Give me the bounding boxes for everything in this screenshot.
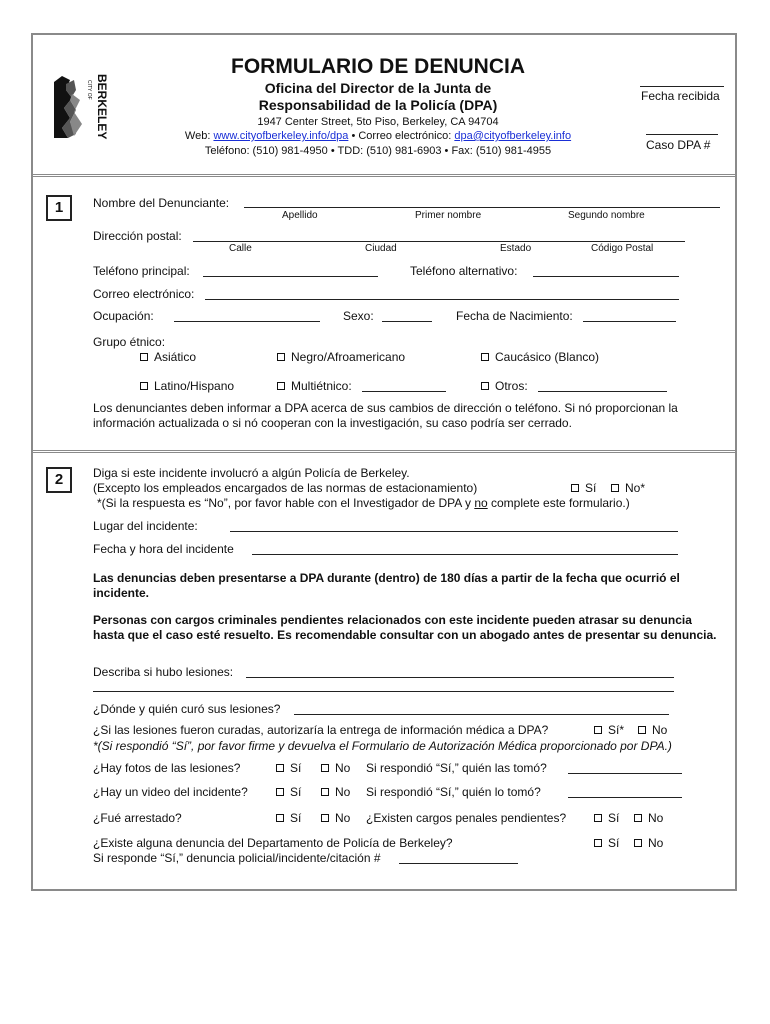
photos-yes-option[interactable]: Sí bbox=[276, 761, 301, 775]
date-received-line[interactable] bbox=[640, 86, 724, 87]
address-label: Dirección postal: bbox=[93, 229, 182, 243]
checkbox[interactable] bbox=[321, 764, 329, 772]
checkbox[interactable] bbox=[611, 484, 619, 492]
web-label: Web: bbox=[184, 130, 211, 142]
web-link[interactable]: www.cityofberkeley.info/dpa bbox=[213, 130, 349, 142]
checkbox[interactable] bbox=[481, 353, 489, 361]
ethnic-asian-option[interactable]: Asiático bbox=[140, 350, 196, 364]
ethnic-other-field[interactable] bbox=[538, 391, 667, 392]
dob-label: Fecha de Nacimiento: bbox=[456, 309, 573, 323]
checkbox[interactable] bbox=[321, 788, 329, 796]
email-field-label: Correo electrónico: bbox=[93, 287, 195, 301]
bpd-number-label: Si responde “Sí,” denuncia policial/incidente/citación # bbox=[93, 851, 381, 865]
video-label: ¿Hay un video del incidente? bbox=[93, 785, 248, 799]
svg-text:BERKELEY: BERKELEY bbox=[95, 74, 109, 140]
incident-place-label: Lugar del incidente: bbox=[93, 519, 198, 533]
phone-alt-field[interactable] bbox=[533, 276, 679, 277]
email-label: • Correo electrónico: bbox=[351, 130, 452, 142]
sub-ciudad: Ciudad bbox=[365, 243, 397, 254]
email-field[interactable] bbox=[205, 299, 679, 300]
contact-line bbox=[150, 130, 606, 142]
arrested-yes-option[interactable]: Sí bbox=[276, 811, 301, 825]
video-yes-option[interactable]: Sí bbox=[276, 785, 301, 799]
sub-apellido: Apellido bbox=[282, 210, 318, 221]
ethnic-multi-option[interactable]: Multiétnico: bbox=[277, 379, 352, 393]
section-divider-2 bbox=[33, 450, 735, 453]
sub-segundo-nombre: Segundo nombre bbox=[568, 210, 645, 221]
address-field[interactable] bbox=[193, 241, 685, 242]
checkbox[interactable] bbox=[277, 353, 285, 361]
pending-charges-notice: Personas con cargos criminales pendientes relacionados con este incidente pueden atrasar su denuncia hasta que el caso esté resuelto. Es recomendable consultar con un abogado antes de presentar su denuncia. bbox=[93, 613, 717, 642]
update-notice: Los denunciantes deben informar a DPA acerca de sus cambios de dirección o teléfono. Si nó proporcionan la información actualizada o si nó cooperan con la investigación, su caso podría ser cerrado. bbox=[93, 401, 678, 430]
checkbox[interactable] bbox=[276, 788, 284, 796]
occupation-label: Ocupación: bbox=[93, 309, 154, 323]
injuries-label: Describa si hubo lesiones: bbox=[93, 665, 234, 679]
date-received-label: Fecha recibida bbox=[641, 89, 720, 103]
phone-main-field[interactable] bbox=[203, 276, 378, 277]
sex-label: Sexo: bbox=[343, 309, 374, 323]
video-no-option[interactable]: No bbox=[321, 785, 350, 799]
involved-yes-option[interactable]: Sí bbox=[571, 481, 596, 495]
medical-note: *(Si respondió “Sí”, por favor firme y devuelva el Formulario de Autorización Médica proporcionado por DPA.) bbox=[93, 739, 672, 753]
complainant-name-label: Nombre del Denunciante: bbox=[93, 196, 230, 210]
involved-no-option[interactable]: No* bbox=[611, 481, 645, 495]
office-line-1: Oficina del Director de la Junta de bbox=[264, 80, 492, 96]
bpd-complaint-label: ¿Existe alguna denuncia del Departamento de Policía de Berkeley? bbox=[93, 836, 453, 850]
ethnic-multi-field[interactable] bbox=[362, 391, 446, 392]
checkbox[interactable] bbox=[634, 839, 642, 847]
checkbox[interactable] bbox=[276, 814, 284, 822]
occupation-field[interactable] bbox=[174, 321, 320, 322]
sub-primer-nombre: Primer nombre bbox=[415, 210, 482, 221]
section-divider-1 bbox=[33, 174, 735, 177]
case-number-label: Caso DPA # bbox=[646, 138, 711, 152]
incident-datetime-label: Fecha y hora del incidente bbox=[93, 542, 234, 556]
checkbox[interactable] bbox=[571, 484, 579, 492]
phone-line: Teléfono: (510) 981-4950 • TDD: (510) 981-6903 • Fax: (510) 981-4955 bbox=[204, 145, 552, 157]
checkbox[interactable] bbox=[276, 764, 284, 772]
checkbox[interactable] bbox=[321, 814, 329, 822]
office-line-2: Responsabilidad de la Policía (DPA) bbox=[258, 97, 498, 113]
sub-calle: Calle bbox=[229, 243, 252, 254]
photos-who-field[interactable] bbox=[568, 773, 682, 774]
sub-codigo-postal: Código Postal bbox=[591, 243, 654, 254]
svg-text:CITY OF: CITY OF bbox=[86, 80, 92, 100]
involved-question-3: *(Si la respuesta es “No”, por favor hable con el Investigador de DPA y no complete este formulario.) bbox=[97, 496, 630, 510]
case-number-line[interactable] bbox=[646, 134, 718, 135]
berkeley-logo bbox=[52, 74, 114, 140]
injuries-field-1[interactable] bbox=[246, 677, 674, 678]
video-who-label: Si respondió “Sí,” quién lo tomó? bbox=[366, 785, 541, 799]
video-who-field[interactable] bbox=[568, 797, 682, 798]
treated-label: ¿Dónde y quién curó sus lesiones? bbox=[93, 702, 281, 716]
dob-field[interactable] bbox=[583, 321, 676, 322]
phone-alt-label: Teléfono alternativo: bbox=[410, 264, 518, 278]
involved-question-2: (Excepto los empleados encargados de las normas de estacionamiento) bbox=[93, 481, 478, 495]
office-address: 1947 Center Street, 5to Piso, Berkeley, CA 94704 bbox=[257, 116, 499, 128]
incident-place-field[interactable] bbox=[230, 531, 678, 532]
incident-datetime-field[interactable] bbox=[252, 554, 678, 555]
deadline-notice: Las denuncias deben presentarse a DPA durante (dentro) de 180 días a partir de la fecha que ocurrió el incidente. bbox=[93, 571, 680, 600]
ethnic-other-option[interactable]: Otros: bbox=[481, 379, 528, 393]
checkbox[interactable] bbox=[594, 814, 602, 822]
form-title: FORMULARIO DE DENUNCIA bbox=[231, 55, 525, 78]
photos-who-label: Si respondió “Sí,” quién las tomó? bbox=[366, 761, 547, 775]
arrested-label: ¿Fué arrestado? bbox=[93, 811, 182, 825]
checkbox[interactable] bbox=[481, 382, 489, 390]
sub-estado: Estado bbox=[500, 243, 532, 254]
photos-no-option[interactable]: No bbox=[321, 761, 350, 775]
charges-yes-option[interactable]: Sí bbox=[594, 811, 619, 825]
checkbox[interactable] bbox=[277, 382, 285, 390]
berkeley-logo-icon bbox=[52, 74, 114, 140]
checkbox[interactable] bbox=[638, 726, 646, 734]
ethnic-latino-option[interactable]: Latino/Hispano bbox=[140, 379, 234, 393]
arrested-no-option[interactable]: No bbox=[321, 811, 350, 825]
checkbox[interactable] bbox=[594, 839, 602, 847]
section-2-number: 2 bbox=[46, 467, 72, 493]
charges-no-option[interactable]: No bbox=[634, 811, 663, 825]
checkbox[interactable] bbox=[140, 353, 148, 361]
complainant-name-field[interactable] bbox=[244, 207, 720, 208]
medical-no-option[interactable]: No bbox=[638, 723, 667, 737]
section-1-number: 1 bbox=[46, 195, 72, 221]
ethnic-black-option[interactable]: Negro/Afroamericano bbox=[277, 350, 405, 364]
photos-label: ¿Hay fotos de las lesiones? bbox=[93, 761, 241, 775]
bpd-no-option[interactable]: No bbox=[634, 836, 663, 850]
email-link[interactable]: dpa@cityofberkeley.info bbox=[454, 130, 572, 142]
bpd-number-field[interactable] bbox=[399, 863, 518, 864]
involved-question-1: Diga si este incidente involucró a algún Policía de Berkeley. bbox=[93, 466, 410, 480]
ethnic-white-option[interactable]: Caucásico (Blanco) bbox=[481, 350, 599, 364]
phone-main-label: Teléfono principal: bbox=[93, 264, 190, 278]
checkbox[interactable] bbox=[594, 726, 602, 734]
checkbox[interactable] bbox=[140, 382, 148, 390]
medical-release-label: ¿Si las lesiones fueron curadas, autorizaría la entrega de información médica a DPA? bbox=[93, 723, 549, 737]
treated-field[interactable] bbox=[294, 714, 669, 715]
bpd-yes-option[interactable]: Sí bbox=[594, 836, 619, 850]
charges-label: ¿Existen cargos penales pendientes? bbox=[366, 811, 567, 825]
ethnic-group-label: Grupo étnico: bbox=[93, 335, 166, 349]
medical-yes-option[interactable]: Sí* bbox=[594, 723, 624, 737]
checkbox[interactable] bbox=[634, 814, 642, 822]
sex-field[interactable] bbox=[382, 321, 432, 322]
injuries-field-2[interactable] bbox=[93, 691, 674, 692]
